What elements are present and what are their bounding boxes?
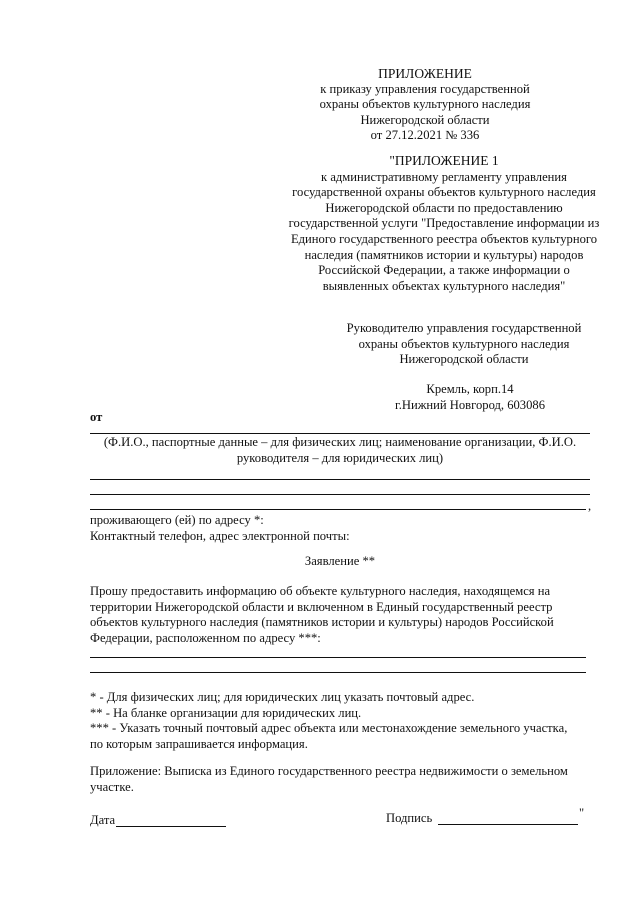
appendix1-line: государственной охраны объектов культурного наследия [292,185,596,200]
addressee-line: Руководителю управления государственной [346,321,582,335]
appendix1-line: выявленных объектах культурного наследия" [322,278,566,293]
request-line: Федерации, расположенном по адресу ***: [90,630,321,645]
addressee-line: Нижегородской области [399,352,529,367]
footnote: * - Для физических лиц; для юридических лиц указать почтовый адрес. [90,690,475,704]
applicant-hint-line: руководителя – для юридических лиц) [236,450,444,465]
residence-label: проживающего (ей) по адресу *: [90,513,264,527]
signature-field-line[interactable] [438,824,578,825]
appendix-title: ПРИЛОЖЕНИЕ [378,66,472,81]
appendix1-line: Единого государственного реестра объектов культурного [290,231,598,246]
appendix-line: охраны объектов культурного наследия [319,97,531,112]
applicant-name-line[interactable] [90,433,590,434]
addressee-block [330,321,598,368]
trailing-comma: , [588,499,592,513]
footnotes [90,690,600,752]
request-paragraph [90,584,594,646]
attachment-line: участке. [90,779,134,794]
appendix1-line: государственной услуги "Предоставление информации из [288,216,600,231]
appendix1-line: Российской Федерации, а также информации о [318,263,570,278]
date-field-line[interactable] [116,826,226,827]
address-line: Кремль, корп.14 [426,382,514,396]
footnote: *** - Указать точный почтовый адрес объекта или местонахождение земельного участка, [90,721,568,736]
request-line: территории Нижегородской области и включенном в Единый государственный реестр [90,599,553,614]
date-label: Дата [90,813,116,827]
blank-line[interactable] [90,494,590,495]
appendix1-line: к административному регламенту управления [321,169,567,184]
applicant-hint-line: (Ф.И.О., паспортные данные – для физических лиц; наименование организации, Ф.И.О. [103,435,577,449]
appendix1-title: "ПРИЛОЖЕНИЕ 1 [389,153,499,168]
footnote: ** - На бланке организации для юридических лиц. [90,705,362,720]
request-line: объектов культурного наследия (памятников истории и культуры) народов Российской [90,615,554,630]
appendix1-line: наследия (памятников истории и культуры) народов [304,247,584,262]
object-address-line[interactable] [90,657,586,658]
object-address-line[interactable] [90,672,586,673]
statement-title: Заявление ** [304,554,376,568]
address-line: г.Нижний Новгород, 603086 [395,397,545,412]
appendix-order-date: от 27.12.2021 № 336 [370,128,480,143]
appendix1-header [280,153,608,294]
footnote: по которым запрашивается информация. [90,736,308,751]
appendix1-line: Нижегородской области по предоставлению [325,200,563,215]
blank-line[interactable] [90,509,586,510]
appendix-line: к приказу управления государственной [320,81,530,96]
closing-quote: " [579,806,585,820]
blank-line[interactable] [90,479,590,480]
applicant-hint [88,435,592,466]
from-label: от [90,410,103,424]
addressee-address [370,382,570,413]
addressee-line: охраны объектов культурного наследия [358,336,570,351]
signature-label: Подпись [386,811,433,825]
request-line: Прошу предоставить информацию об объекте культурного наследия, находящемся на [90,584,551,598]
attachment-note [90,764,594,795]
appendix-line: Нижегородской области [360,112,490,127]
attachment-line: Приложение: Выписка из Единого государственного реестра недвижимости о земельном [90,764,568,778]
contact-label: Контактный телефон, адрес электронной почты: [90,529,350,543]
appendix-header [300,66,550,144]
